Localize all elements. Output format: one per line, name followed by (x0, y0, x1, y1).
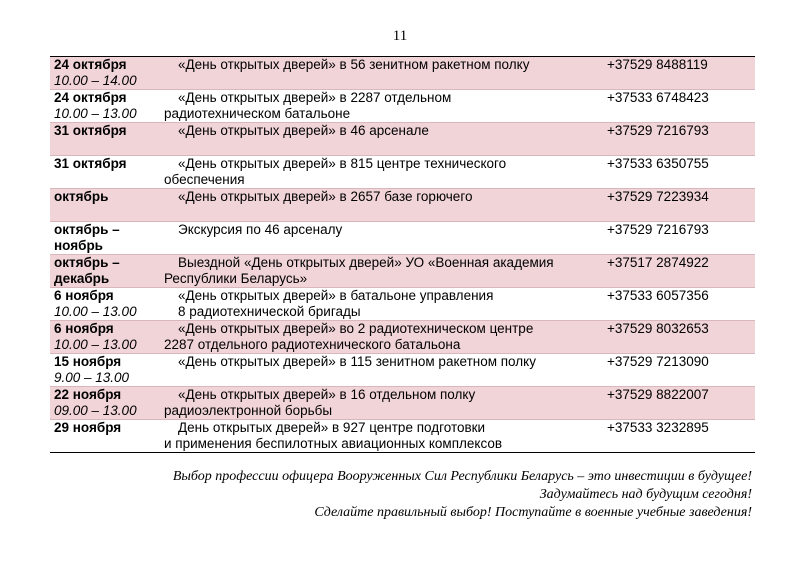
table-row (50, 420, 755, 453)
date-cell (50, 222, 160, 255)
table-row (50, 90, 755, 123)
event-description: радиотехническом батальоне (164, 106, 351, 121)
page-number: 11 (392, 28, 408, 44)
event-date: октябрь (54, 189, 109, 204)
event-date: 24 октября (54, 57, 127, 72)
contact-phone: +37529 7223934 (607, 189, 709, 204)
event-description: 2287 отдельного радиотехнического батальона (164, 337, 461, 352)
event-date: 6 ноября (54, 321, 114, 336)
footer-line-1: Выбор профессии офицера Вооруженных Сил Республики Беларусь – это инвестиции в будущее! (172, 469, 752, 484)
contact-phone: +37529 8488119 (607, 57, 708, 72)
event-time: 9.00 – 13.00 (54, 370, 130, 385)
table-row (50, 387, 755, 420)
event-cell (160, 354, 603, 387)
phone-cell (603, 156, 755, 189)
phone-cell (603, 387, 755, 420)
event-cell (160, 57, 603, 90)
contact-phone: +37529 8822007 (607, 387, 709, 402)
date-cell (50, 123, 160, 156)
event-date: 6 ноября (54, 288, 114, 303)
event-date: 22 ноября (54, 387, 122, 402)
event-description: «День открытых дверей» в 2287 отдельном (178, 90, 452, 105)
event-description: «День открытых дверей» в 56 зенитном ракетном полку (178, 57, 530, 72)
date-cell (50, 420, 160, 453)
event-description: и применения беспилотных авиационных комплексов (164, 436, 503, 451)
phone-cell (603, 222, 755, 255)
event-description: «День открытых дверей» в 16 отдельном полку (178, 387, 476, 402)
event-description (164, 139, 599, 155)
event-description: Выездной «День открытых дверей» УО «Военная академия (178, 255, 554, 270)
phone-cell (603, 420, 755, 453)
date-cell (50, 387, 160, 420)
event-cell (160, 90, 603, 123)
event-cell (160, 189, 603, 222)
table-row (50, 288, 755, 321)
event-time: 10.00 – 13.00 (54, 106, 137, 121)
event-date: 15 ноября (54, 354, 122, 369)
event-description: «День открытых дверей» в 815 центре технического (178, 156, 507, 171)
table-row (50, 189, 755, 222)
event-description: Республики Беларусь» (164, 271, 308, 286)
table-row (50, 156, 755, 189)
date-cell (50, 189, 160, 222)
table-row (50, 123, 755, 156)
phone-cell (603, 255, 755, 288)
event-description: «День открытых дверей» во 2 радиотехническом центре (178, 321, 534, 336)
event-description: радиоэлектронной борьбы (164, 403, 333, 418)
event-time: 09.00 – 13.00 (54, 403, 137, 418)
phone-cell (603, 354, 755, 387)
event-description: 8 радиотехнической бригады (178, 304, 361, 319)
contact-phone: +37533 6057356 (607, 288, 709, 303)
date-cell (50, 354, 160, 387)
event-date: октябрь – (54, 222, 120, 237)
event-date: 31 октября (54, 123, 127, 138)
contact-phone: +37529 7216793 (607, 123, 709, 138)
event-description (164, 205, 599, 221)
date-cell (50, 90, 160, 123)
phone-cell (603, 321, 755, 354)
contact-phone: +37533 6748423 (607, 90, 709, 105)
phone-cell (603, 57, 755, 90)
table-row (50, 321, 755, 354)
event-date: 31 октября (54, 156, 127, 171)
event-cell (160, 156, 603, 189)
event-time: 10.00 – 14.00 (54, 73, 137, 88)
phone-cell (603, 123, 755, 156)
table-row (50, 255, 755, 288)
phone-cell (603, 288, 755, 321)
contact-phone: +37529 7213090 (607, 354, 709, 369)
event-cell (160, 321, 603, 354)
date-cell (50, 255, 160, 288)
event-date: 24 октября (54, 90, 127, 105)
date-cell (50, 288, 160, 321)
footer-slogan (52, 468, 752, 522)
event-description: «День открытых дверей» в 2657 базе горючего (178, 189, 473, 204)
phone-cell (603, 90, 755, 123)
date-cell (50, 321, 160, 354)
footer-line-2: Задумайтесь над будущим сегодня! (539, 487, 752, 502)
event-cell (160, 387, 603, 420)
event-cell (160, 222, 603, 255)
table-row (50, 222, 755, 255)
footer-line-3: Сделайте правильный выбор! Поступайте в военные учебные заведения! (314, 505, 752, 520)
event-description: «День открытых дверей» в 46 арсенале (178, 123, 429, 138)
contact-phone: +37517 2874922 (607, 255, 709, 270)
date-cell (50, 57, 160, 90)
event-cell (160, 255, 603, 288)
event-description: обеспечения (164, 172, 245, 187)
contact-phone: +37529 8032653 (607, 321, 709, 336)
event-cell (160, 420, 603, 453)
event-time: 10.00 – 13.00 (54, 337, 137, 352)
events-schedule-table (50, 56, 755, 453)
contact-phone: +37529 7216793 (607, 222, 709, 237)
event-description: Экскурсия по 46 арсеналу (178, 222, 343, 237)
event-cell (160, 288, 603, 321)
table-row (50, 354, 755, 387)
event-description: День открытых дверей» в 927 центре подготовки (178, 420, 486, 435)
table-row (50, 57, 755, 90)
event-description: «День открытых дверей» в 115 зенитном ракетном полку (178, 354, 536, 369)
contact-phone: +37533 3232895 (607, 420, 709, 435)
date-cell (50, 156, 160, 189)
event-date: 29 ноября (54, 420, 122, 435)
event-date: ноябрь (54, 238, 103, 253)
event-time: 10.00 – 13.00 (54, 304, 137, 319)
phone-cell (603, 189, 755, 222)
event-description: «День открытых дверей» в батальоне управления (178, 288, 494, 303)
event-date: октябрь – (54, 255, 120, 270)
event-date: декабрь (54, 271, 110, 286)
event-cell (160, 123, 603, 156)
contact-phone: +37533 6350755 (607, 156, 709, 171)
